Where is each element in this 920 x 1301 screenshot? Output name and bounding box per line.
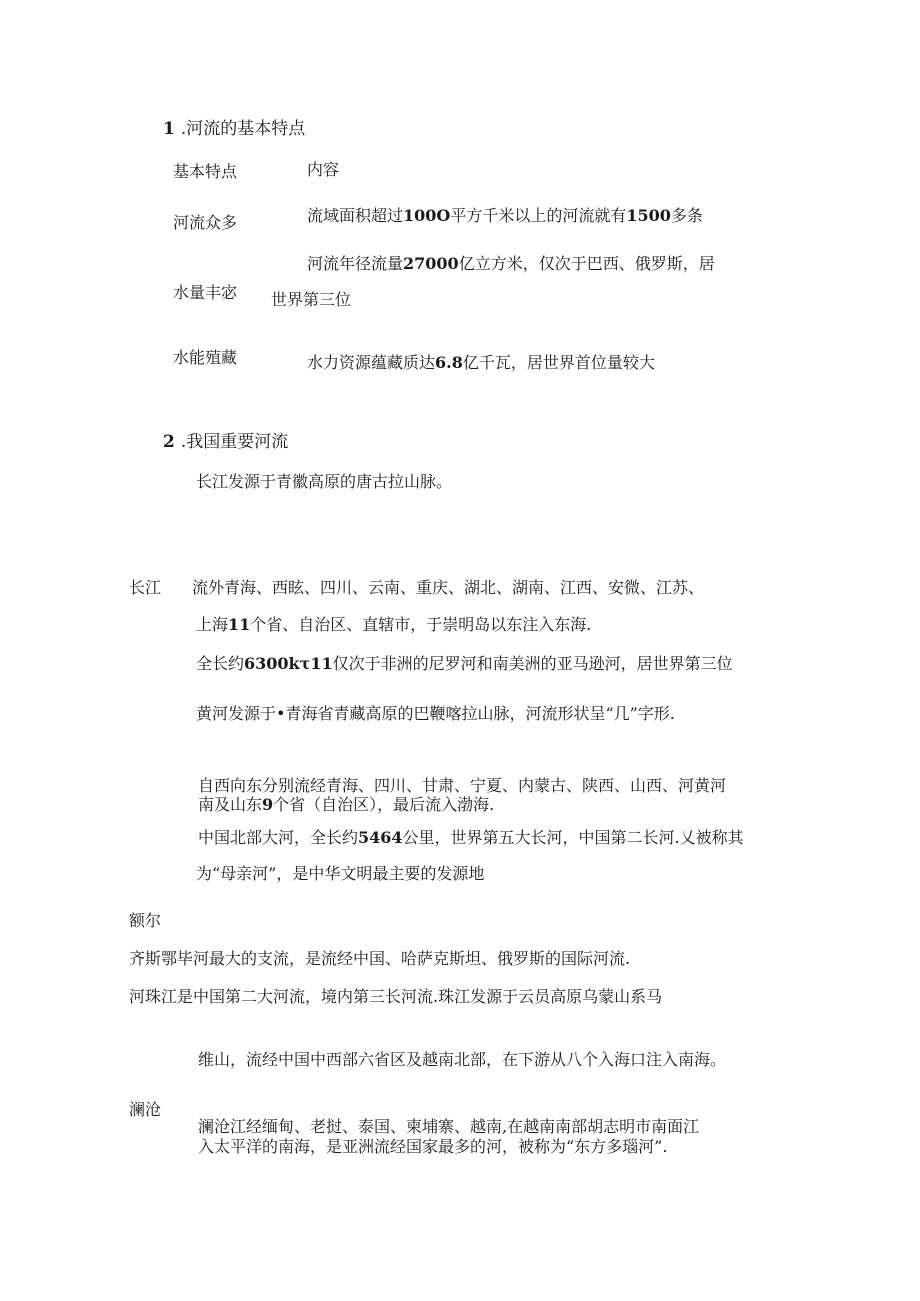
table-row-2-content-cont: 世界第三位: [271, 290, 352, 309]
huanghe-para-line-a: 自西向东分别流经青海、四川、甘肃、宁夏、内蒙古、陕西、山西、河黄河: [198, 776, 727, 795]
section1-number: 1: [163, 119, 175, 139]
text-segment: 上海: [196, 615, 229, 634]
text-segment: 个省（自治区），最后流入渤海.: [273, 795, 495, 814]
table-row-2-content: [307, 254, 715, 274]
text-segment: 亿立方米，仅次于巴西、俄罗斯，居: [458, 254, 715, 273]
eerqisi-label: 额尔: [129, 911, 162, 930]
text-segment: 南及山东: [198, 795, 263, 814]
changjiang-line2: [196, 615, 591, 635]
number-segment: 100O: [403, 206, 451, 225]
section1-heading: [163, 119, 305, 139]
changjiang-line3: [196, 654, 733, 674]
huanghe-line1: 黄河发源于•青海省青藏高原的巴鞭喀拉山脉，河流形状呈“几”字形.: [196, 704, 675, 723]
number-segment: 5464: [358, 828, 403, 847]
text-segment: 中国北部大河，全长约: [198, 828, 359, 847]
table-row-1-content: [307, 206, 703, 226]
number-segment: 27000: [403, 254, 459, 273]
text-segment: 公里，世界第五大长河，中国第二长河.乂被称其: [402, 828, 744, 847]
text-segment: 河流年径流量: [307, 254, 404, 273]
number-segment: 9: [262, 795, 274, 814]
number-segment: 11: [228, 615, 251, 634]
huanghe-line3: [198, 828, 744, 848]
lancang-label: 澜沧: [129, 1100, 162, 1119]
huanghe-para-line-b: [198, 795, 494, 815]
section2-heading: [163, 432, 288, 452]
text-segment: 水力资源蕴藏质达: [307, 353, 436, 372]
table-row-2-feature: 水量丰宓: [173, 283, 238, 302]
lancang-line1: 澜沧江经缅甸、老挝、泰国、柬埔寨、越南,在越南南部胡志明市南面江: [198, 1117, 700, 1136]
table-row-3-content: [307, 353, 655, 373]
table-row-3-feature: 水能殖藏: [173, 348, 238, 367]
changjiang-label: 长江: [129, 578, 162, 597]
table-row-1-feature: 河流众多: [173, 213, 238, 232]
text-segment: 多条: [670, 206, 703, 225]
lancang-line2: 入太平洋的南海，是亚洲流经国家最多的河，被称为“东方多瑙河”.: [198, 1137, 668, 1156]
text-segment: 亿千瓦，居世界首位量较大: [462, 353, 655, 372]
eerqisi-line1: 齐斯鄂毕河最大的支流，是流经中国、哈萨克斯坦、俄罗斯的国际河流.: [129, 949, 631, 968]
section1-title: .河流的基本特点: [180, 119, 306, 139]
table-header-feature: 基本特点: [173, 162, 238, 181]
number-segment: 6300kτ11: [244, 654, 333, 673]
section2-number: 2: [163, 432, 175, 452]
huanghe-line4: 为“母亲河”，是中华文明最主要的发源地: [196, 864, 485, 883]
section2-title: .我国重要河流: [180, 432, 289, 452]
changjiang-line1: 流外青海、西眩、四川、云南、重庆、湖北、湖南、江西、安微、江苏、: [192, 578, 705, 597]
table-header-content: 内容: [307, 160, 340, 179]
text-segment: 仅次于非洲的尼罗河和南美洲的亚马逊河，居世界第三位: [332, 654, 733, 673]
text-segment: 全长约: [196, 654, 245, 673]
text-segment: 平方千米以上的河流就有: [450, 206, 627, 225]
number-segment: 6.8: [435, 353, 463, 372]
zhujiang-line1: 河珠江是中国第二大河流，境内第三长河流.珠江发源于云员高原乌蒙山系马: [129, 987, 663, 1006]
section2-intro: 长江发源于青徽高原的唐古拉山脉。: [196, 472, 453, 491]
zhujiang-line2: 维山，流经中国中西部六省区及越南北部，在下游从八个入海口注入南海。: [198, 1050, 727, 1069]
number-segment: 1500: [626, 206, 671, 225]
text-segment: 流域面积超过: [307, 206, 404, 225]
text-segment: 个省、自治区、直辖市，于崇明岛以东注入东海.: [250, 615, 592, 634]
